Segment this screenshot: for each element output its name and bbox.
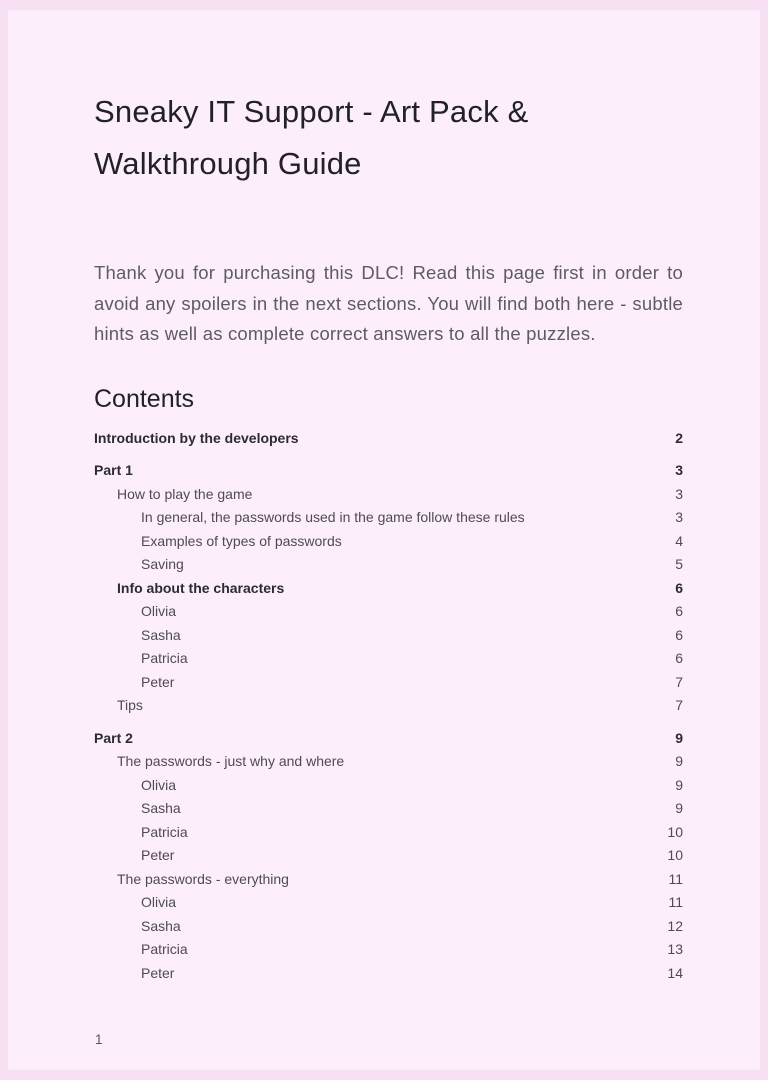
toc-row[interactable] xyxy=(94,797,683,821)
toc-entry-label: Sasha xyxy=(141,800,181,816)
toc-entry-label: Part 1 xyxy=(94,462,133,478)
toc-entry-label: Patricia xyxy=(141,823,188,840)
toc-row[interactable] xyxy=(94,891,683,915)
toc-entry-label: Saving xyxy=(141,556,184,572)
toc-row[interactable] xyxy=(94,577,683,601)
toc-entry-page-number: 6 xyxy=(675,579,683,596)
toc-entry-page-number: 7 xyxy=(675,673,683,690)
toc-entry-page-number: 3 xyxy=(675,485,683,502)
toc-row[interactable] xyxy=(94,427,683,451)
toc-row[interactable] xyxy=(94,624,683,648)
toc-entry-page-number: 11 xyxy=(668,894,683,910)
toc-entry-page-number: 9 xyxy=(675,729,683,746)
toc-entry-label: The passwords - just why and where xyxy=(117,753,345,769)
toc-entry-page-number: 6 xyxy=(675,650,683,666)
toc-entry-page-number: 9 xyxy=(675,776,683,793)
toc-row[interactable] xyxy=(94,915,683,939)
document-page xyxy=(8,10,760,1070)
toc-row[interactable] xyxy=(94,844,683,868)
toc-entry-page-number: 3 xyxy=(675,462,683,478)
toc-entry-label: Sasha xyxy=(141,917,181,934)
toc-row[interactable] xyxy=(94,962,683,986)
toc-entry-label: Sasha xyxy=(141,626,181,643)
toc-entry-label: Olivia xyxy=(141,776,177,793)
intro-paragraph: Thank you for purchasing this DLC! Read this page first in order to avoid any spoilers in the next sections. You will find both here - subtle hints as well as complete correct answers to all the puzzles. xyxy=(94,262,683,344)
toc-entry-page-number: 9 xyxy=(675,753,683,769)
toc-row[interactable] xyxy=(94,553,683,577)
toc-entry-page-number: 14 xyxy=(667,964,683,981)
toc-entry-label: Examples of types of passwords xyxy=(141,532,342,549)
document-title-line-2: Walkthrough Guide xyxy=(94,146,362,181)
toc-entry-page-number: 3 xyxy=(675,509,683,525)
toc-row[interactable] xyxy=(94,938,683,962)
toc-entry-label: Olivia xyxy=(141,894,177,910)
toc-entry-label: Peter xyxy=(141,964,175,981)
toc-row[interactable] xyxy=(94,600,683,624)
toc-row[interactable] xyxy=(94,647,683,671)
toc-row[interactable] xyxy=(94,694,683,718)
toc-row[interactable] xyxy=(94,750,683,774)
toc-entry-label: Olivia xyxy=(141,603,177,619)
toc-entry-page-number: 6 xyxy=(675,626,683,643)
toc-entry-page-number: 9 xyxy=(675,800,683,816)
toc-row[interactable] xyxy=(94,506,683,530)
toc-row[interactable] xyxy=(94,868,683,892)
toc-entry-page-number: 11 xyxy=(668,870,683,887)
toc-row[interactable] xyxy=(94,483,683,507)
document-title xyxy=(94,86,683,190)
contents-heading: Contents xyxy=(94,384,195,413)
toc-entry-page-number: 13 xyxy=(667,941,683,957)
toc-entry-page-number: 2 xyxy=(675,429,683,446)
toc-row[interactable] xyxy=(94,774,683,798)
toc-entry-label: Info about the characters xyxy=(117,579,285,596)
document-title-line-1: Sneaky IT Support - Art Pack & xyxy=(94,94,529,129)
toc-entry-label: Patricia xyxy=(141,650,188,666)
toc-entry-label: The passwords - everything xyxy=(117,870,289,887)
toc-entry-label: Peter xyxy=(141,673,175,690)
toc-entry-page-number: 7 xyxy=(675,697,683,713)
toc-entry-label: Part 2 xyxy=(94,729,133,746)
toc-row[interactable] xyxy=(94,821,683,845)
toc-entry-label: How to play the game xyxy=(117,485,253,502)
toc-row[interactable] xyxy=(94,459,683,483)
toc-entry-page-number: 12 xyxy=(667,917,683,934)
toc-entry-label: Peter xyxy=(141,847,175,863)
toc-entry-page-number: 4 xyxy=(675,532,683,549)
toc-entry-label: Patricia xyxy=(141,941,188,957)
toc-entry-page-number: 5 xyxy=(675,556,683,572)
toc-row[interactable] xyxy=(94,530,683,554)
toc-entry-label: Introduction by the developers xyxy=(94,429,299,446)
toc-entry-page-number: 6 xyxy=(675,603,683,619)
toc-row[interactable] xyxy=(94,727,683,751)
toc-row[interactable] xyxy=(94,671,683,695)
toc-entry-label: Tips xyxy=(117,697,143,713)
footer-page-number: 1 xyxy=(95,1032,103,1047)
table-of-contents xyxy=(94,427,683,986)
toc-entry-label: In general, the passwords used in the game follow these rules xyxy=(141,509,525,525)
toc-entry-page-number: 10 xyxy=(667,823,683,840)
toc-entry-page-number: 10 xyxy=(667,847,683,863)
